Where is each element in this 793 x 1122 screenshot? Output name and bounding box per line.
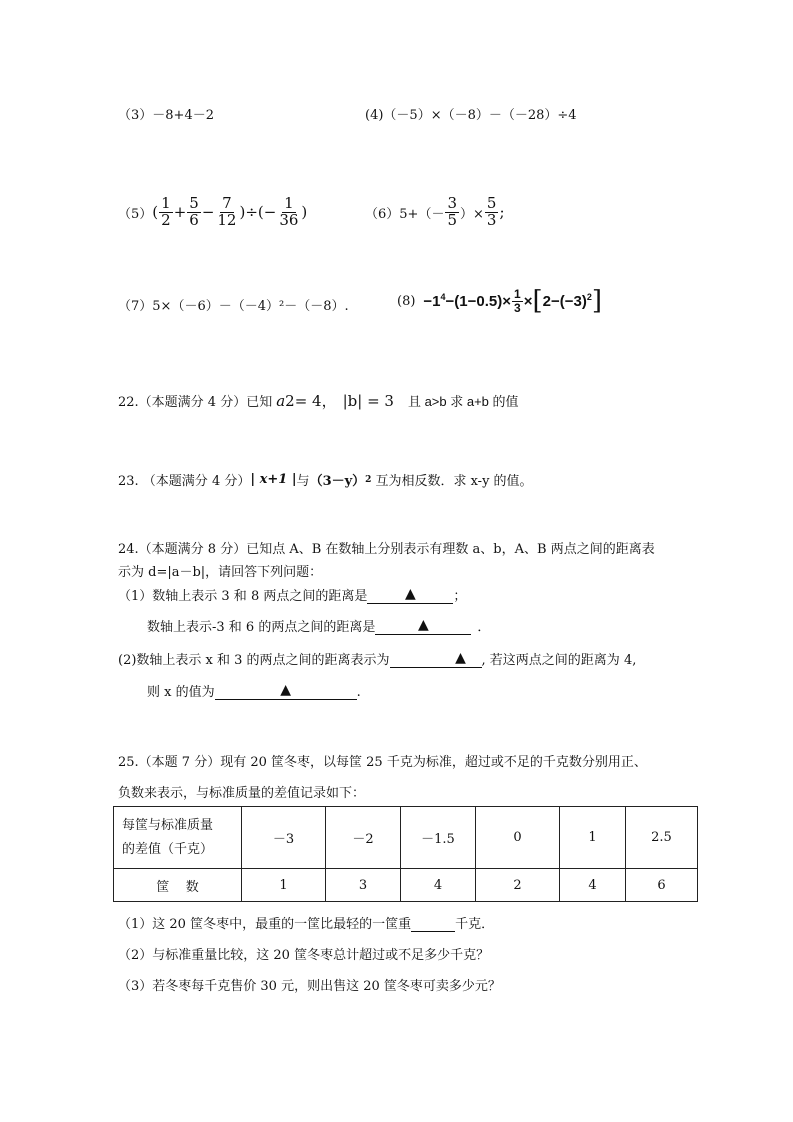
table-cell: －2 [326,807,401,869]
denominator: 5 [447,210,457,229]
problem-6-number: （6） [365,206,400,222]
problem-8-number: (8) [397,293,416,309]
question-25-part2: （2）与标准重量比较，这 20 筐冬枣总计超过或不足多少千克？ [118,948,490,963]
difference-table [113,806,698,902]
question-text: 数轴上表示-3 和 6 的两点之间的距离是 [147,620,376,635]
table-cell: 4 [560,869,626,902]
table-cell: －1.5 [401,807,476,869]
expression-part: 与 [296,474,310,489]
answer-blank[interactable] [215,683,357,700]
expression-part: = 4， [294,392,337,410]
expression-part: × [523,292,533,310]
triangle-icon: ▲ [455,650,466,666]
question-text: 千克． [455,917,495,932]
paren: ( [152,203,159,222]
numerator: 1 [161,194,171,212]
fraction [159,196,173,229]
answer-blank[interactable] [375,618,471,635]
exponent: 4 [440,292,446,302]
question-23 [118,470,533,489]
problem-6 [365,196,505,229]
problem-7-expression: 5×（－6）－（－4）²－（－8）. [152,299,349,314]
variable: a [276,391,286,410]
problem-5 [118,196,307,229]
fraction [277,196,300,229]
question-24-line2: 示为 d=|a－b|，请回答下列问题： [118,565,323,580]
question-24-part1b [147,616,490,635]
problem-3-number: （3） [118,108,153,123]
operator: + [173,203,187,222]
table-cell: －3 [242,807,326,869]
question-22-tail: 且 a>b 求 a+b 的值 [407,394,519,409]
answer-blank[interactable] [367,587,453,604]
numerator: 5 [189,194,199,212]
problem-3 [118,104,214,123]
table-cell: 1 [242,869,326,902]
question-23-tail: 互为相反数．求 x-y 的值。 [375,474,533,489]
expression-part: |b| = 3 [342,391,394,410]
problem-7 [118,295,349,314]
expression-part: | x+1 | [250,472,297,487]
numerator: 1 [284,194,294,212]
expression-part: ; [499,203,505,222]
question-22 [118,390,519,411]
table-header-cell: 筐 数 [114,869,242,902]
question-text: 则 x 的值为 [147,685,215,700]
right-bracket: ] [591,286,602,316]
denominator: 6 [189,210,199,229]
numerator: 5 [486,194,497,212]
operator: )÷(− [239,203,277,222]
table-row [114,869,698,902]
table-cell: 4 [401,869,476,902]
question-text: ； [453,589,467,604]
table-cell: 2 [476,869,560,902]
term: −1 [423,293,441,310]
expression-part: 5+（－ [399,206,445,222]
table-cell: 2.5 [626,807,698,869]
fraction [485,196,499,229]
header-line: 的差值（千克） [122,841,214,857]
problem-5-number: （5） [118,206,153,222]
question-23-head: 23. （本题满分 4 分） [118,474,251,489]
fraction [445,196,459,229]
question-24-part1a [118,585,466,604]
question-text: ． [477,620,491,635]
expression-part: （3－y） [309,474,366,489]
fraction [215,196,238,229]
numerator: 1 [514,286,521,301]
question-text: （1）数轴上表示 3 和 8 两点之间的距离是 [118,589,368,604]
expression-part [423,292,445,310]
numerator: 7 [222,194,232,212]
table-cell: 6 [626,869,698,902]
denominator: 3 [514,300,521,315]
problem-4 [365,104,577,123]
term: 2−(−3) [542,293,587,310]
denominator: 36 [279,210,299,229]
question-24-line1: 24.（本题满分 8 分）已知点 A、B 在数轴上分别表示有理数 a、b，A、B 两点之间的距离表 [118,542,655,557]
problem-8 [397,286,602,316]
fraction [512,288,523,314]
question-25-line2: 负数来表示，与标准质量的差值记录如下： [118,786,366,801]
expression-part: ）× [460,206,484,222]
denominator: 3 [486,210,497,229]
left-bracket: [ [532,286,543,316]
problem-7-number: （7） [118,299,153,314]
denominator: 12 [217,210,237,229]
triangle-icon: ▲ [417,617,429,633]
answer-blank[interactable] [390,651,482,668]
exponent: 2 [586,292,592,302]
answer-blank[interactable] [411,915,455,932]
table-header-cell [114,807,242,869]
question-text: . [356,685,361,700]
question-text: （1）这 20 筐冬枣中，最重的一筐比最轻的一筐重 [118,917,412,932]
question-22-head: 22.（本题满分 4 分）已知 [118,395,273,410]
exponent: 2 [285,391,295,410]
table-row [114,807,698,869]
problem-4-number: (4) [365,108,384,123]
expression-part [543,292,592,310]
fraction [187,196,201,229]
question-25-part3: （3）若冬枣每千克售价 30 元，则出售这 20 筐冬枣可卖多少元？ [118,979,501,994]
triangle-icon: ▲ [280,682,291,698]
denominator: 2 [161,210,171,229]
paren: ) [301,203,308,222]
question-text: (2)数轴上表示 x 和 3 的两点之间的距离表示为 [118,653,390,668]
question-25-line1: 25.（本题 7 分）现有 20 筐冬枣，以每筐 25 千克为标准，超过或不足的千克数分别用正、 [118,755,647,770]
header-line: 每筐与标准质量 [122,817,214,833]
problem-4-expression: （－5）×（－8）－（－28）÷4 [383,108,577,123]
table-cell: 3 [326,869,401,902]
table-cell: 0 [476,807,560,869]
question-25-part1 [118,913,494,932]
question-24-part2b [147,681,361,700]
numerator: 3 [447,194,457,212]
question-24-part2a [118,649,636,668]
triangle-icon: ▲ [404,586,416,602]
problem-3-expression: －8+4－2 [152,108,214,123]
expression-part: −(1−0.5)× [445,292,512,310]
table-cell: 1 [560,807,626,869]
exponent: 2 [365,474,372,485]
question-text: , 若这两点之间的距离为 4, [481,653,637,668]
operator: − [201,203,215,222]
